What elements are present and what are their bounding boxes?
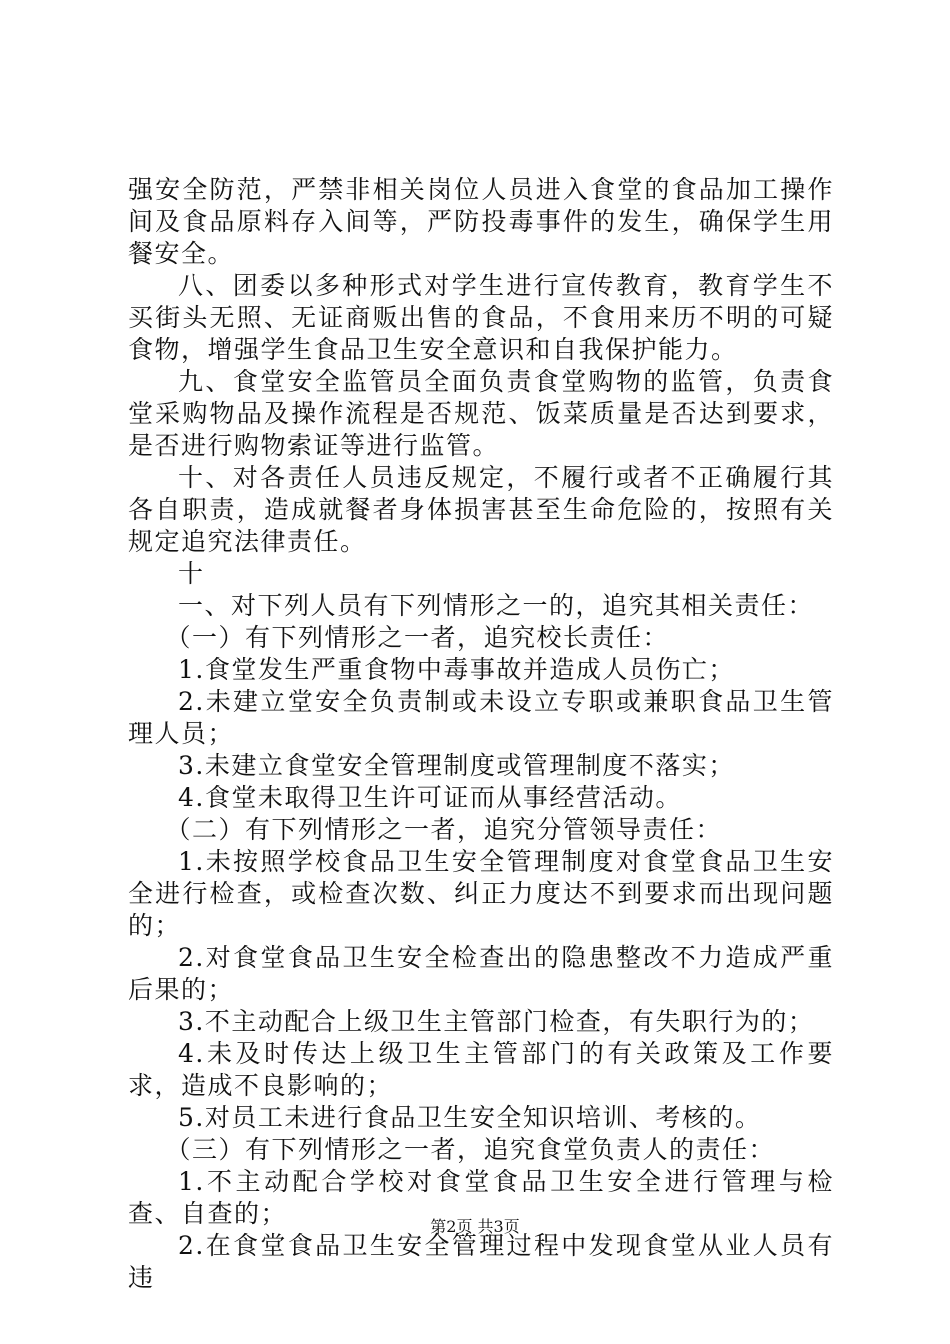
paragraph: 3.不主动配合上级卫生主管部门检查，有失职行为的； <box>178 1007 815 1036</box>
paragraph: 1.食堂发生严重食物中毒事故并造成人员伤亡； <box>178 655 735 684</box>
paragraph: 强安全防范，严禁非相关岗位人员进入食堂的食品加工操作间及食品原料存入间等，严防投毒事件的发生，确保学生用餐安全。 <box>128 175 834 268</box>
paragraph: （二）有下列情形之一者，追究分管领导责任： <box>165 815 723 844</box>
page-footer: 第2页 共3页 <box>430 1217 520 1236</box>
paragraph: 4.食堂未取得卫生许可证而从事经营活动。 <box>178 783 682 812</box>
paragraph: 2.未建立堂安全负责制或未设立专职或兼职食品卫生管理人员； <box>128 687 834 748</box>
paragraph: （三）有下列情形之一者，追究食堂负责人的责任： <box>165 1135 776 1164</box>
paragraph: 十、对各责任人员违反规定，不履行或者不正确履行其各自职责，造成就餐者身体损害甚至生命危险的，按照有关规定追究法律责任。 <box>128 463 834 556</box>
paragraph: 十 <box>178 559 205 588</box>
paragraph: 八、团委以多种形式对学生进行宣传教育，教育学生不买街头无照、无证商贩出售的食品，不食用来历不明的可疑食物，增强学生食品卫生安全意识和自我保护能力。 <box>128 271 834 364</box>
paragraph: 1.未按照学校食品卫生安全管理制度对食堂食品卫生安全进行检查，或检查次数、纠正力度达不到要求而出现问题的； <box>128 847 834 940</box>
paragraph: （一）有下列情形之一者，追究校长责任： <box>165 623 670 652</box>
document-body <box>128 174 834 1294</box>
paragraph: 1.不主动配合学校对食堂食品卫生安全进行管理与检查、自查的； <box>128 1167 834 1228</box>
paragraph: 一、对下列人员有下列情形之一的，追究其相关责任： <box>178 591 815 620</box>
paragraph: 4.未及时传达上级卫生主管部门的有关政策及工作要求，造成不良影响的； <box>128 1039 834 1100</box>
paragraph: 九、食堂安全监管员全面负责食堂购物的监管，负责食堂采购物品及操作流程是否规范、饭菜质量是否达到要求，是否进行购物索证等进行监管。 <box>128 367 834 460</box>
paragraph: 5.对员工未进行食品卫生安全知识培训、考核的。 <box>178 1103 762 1132</box>
paragraph: 2.对食堂食品卫生安全检查出的隐患整改不力造成严重后果的； <box>128 943 834 1004</box>
paragraph: 2.在食堂食品卫生安全管理过程中发现食堂从业人员有违 <box>128 1231 834 1292</box>
paragraph: 3.未建立食堂安全管理制度或管理制度不落实； <box>178 751 735 780</box>
